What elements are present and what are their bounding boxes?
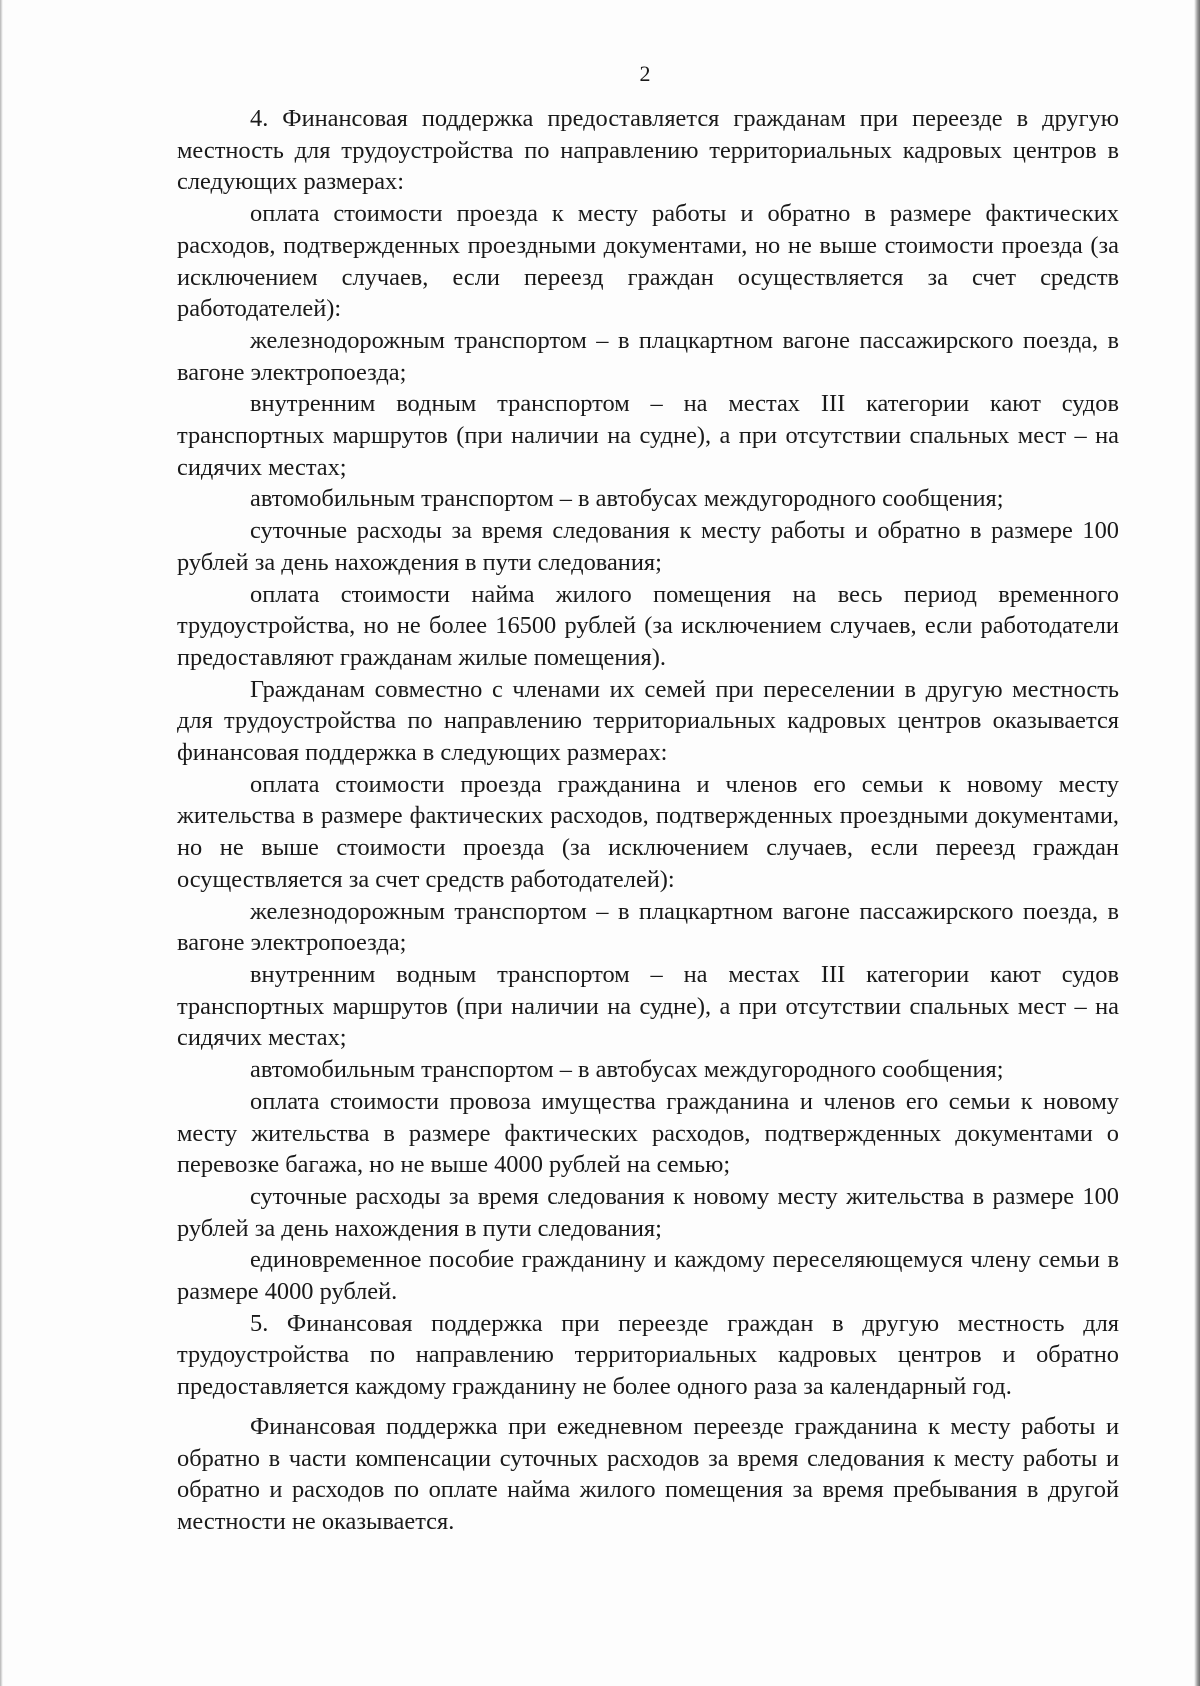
paragraph-daily-commute-exclusion: Финансовая поддержка при ежедневном переезде гражданина к месту работы и обратно в части компенсации суточных расходов за время следования к месту работы и обратно и расходов по оплате найма жилого помещения за время пребывания в другой местности не оказывается.	[177, 1412, 1119, 1535]
scan-edge-right	[1194, 0, 1200, 1686]
paragraph-5-once-per-year: 5. Финансовая поддержка при переезде граждан в другую местность для трудоустройства по направлению территориальных кадровых центров и обратно предоставляется каждому гражданину не более одного раза за календарный год.	[177, 1309, 1119, 1401]
paragraph-rail-transport: железнодорожным транспортом – в плацкартном вагоне пассажирского поезда, в вагоне электропоезда;	[177, 326, 1119, 386]
paragraph-4-financial-support: 4. Финансовая поддержка предоставляется гражданам при переезде в другую местность для трудоустройства по направлению территориальных кадровых центров в следующих размерах:	[177, 105, 1119, 196]
paragraph-housing-rent: оплата стоимости найма жилого помещения на весь период временного трудоустройства, но не более 16500 рублей (за исключением случаев, если работодатели предоставляют гражданам жилые помещения).	[177, 580, 1119, 671]
paragraph-family-travel-cost: оплата стоимости проезда гражданина и членов его семьи к новому месту жительства в размере фактических расходов, подтвержденных проездными документами, но не выше стоимости проезда (за исключением случаев, если переезд граждан осуществляется за счет средств работодателей):	[177, 770, 1119, 893]
scan-edge-left	[0, 0, 3, 1686]
page-number: 2	[639, 61, 651, 86]
paragraph-family-rail-transport: железнодорожным транспортом – в плацкартном вагоне пассажирского поезда, в вагоне электропоезда;	[177, 897, 1119, 957]
paragraph-daily-expenses: суточные расходы за время следования к месту работы и обратно в размере 100 рублей за день нахождения в пути следования;	[177, 517, 1119, 576]
paragraph-water-transport: внутренним водным транспортом – на местах III категории кают судов транспортных маршрутов (при наличии на судне), а при отсутствии спальных мест – на сидячих местах;	[177, 390, 1119, 481]
document-body	[177, 103, 1119, 1538]
paragraph-lump-sum-allowance: единовременное пособие гражданину и каждому переселяющемуся члену семьи в размере 4000 рублей.	[177, 1246, 1119, 1306]
paragraph-family-daily-expenses: суточные расходы за время следования к новому месту жительства в размере 100 рублей за день нахождения в пути следования;	[177, 1182, 1119, 1242]
paragraph-travel-cost: оплата стоимости проезда к месту работы и обратно в размере фактических расходов, подтвержденных проездными документами, но не выше стоимости проезда (за исключением случаев, если переезд граждан осуществляется за счет средств работодателей):	[177, 200, 1119, 323]
paragraph-property-transport: оплата стоимости провоза имущества гражданина и членов его семьи к новому месту жительства в размере фактических расходов, подтвержденных документами о перевозке багажа, но не выше 4000 рублей на семью;	[177, 1087, 1119, 1179]
paragraph-road-transport: автомобильным транспортом – в автобусах междугородного сообщения;	[250, 485, 1004, 513]
paragraph-family-relocation: Гражданам совместно с членами их семей при переселении в другую местность для трудоустройства по направлению территориальных кадровых центров оказывается финансовая поддержка в следующих размерах:	[177, 675, 1119, 767]
paragraph-family-water-transport: внутренним водным транспортом – на местах III категории кают судов транспортных маршрутов (при наличии на судне), а при отсутствии спальных мест – на сидячих местах;	[177, 960, 1119, 1052]
paragraph-family-road-transport: автомобильным транспортом – в автобусах междугородного сообщения;	[250, 1056, 1004, 1084]
